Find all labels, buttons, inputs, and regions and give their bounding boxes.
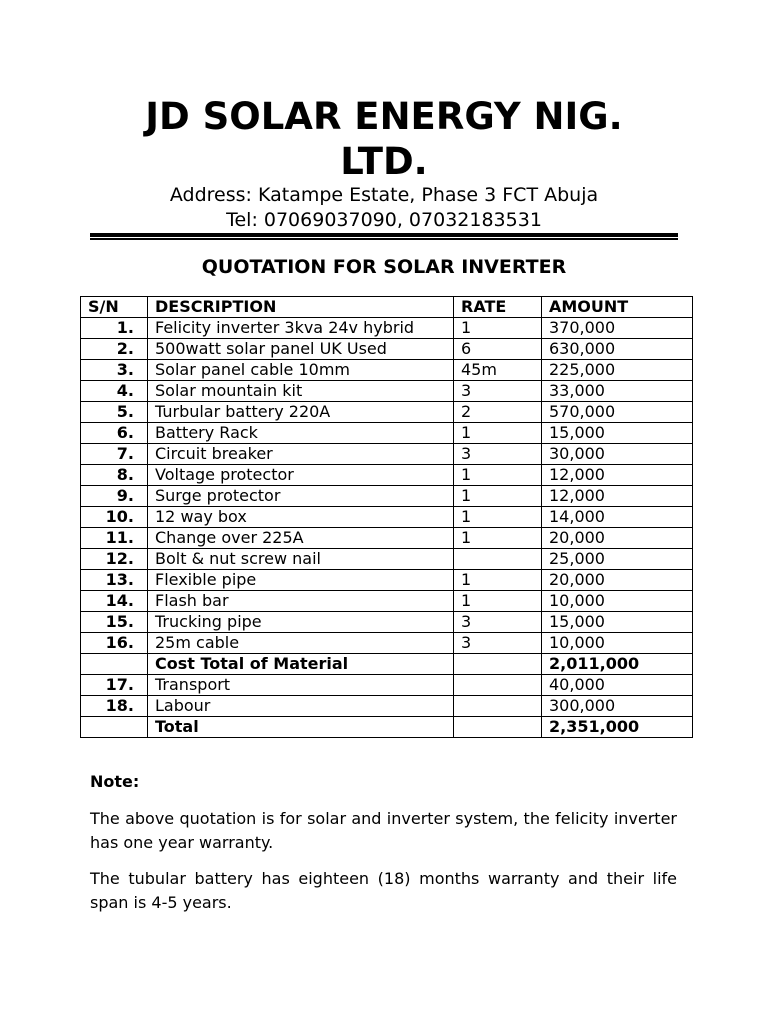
note-paragraph: The above quotation is for solar and inverter system, the felicity inverter has one year warranty. — [90, 809, 677, 852]
sn-cell: 12. — [81, 549, 148, 570]
sn-cell: 5. — [81, 402, 148, 423]
description-cell: 12 way box — [148, 507, 454, 528]
table-row — [81, 528, 693, 549]
quotation-table — [80, 296, 693, 738]
description-cell: Change over 225A — [148, 528, 454, 549]
table-row — [81, 339, 693, 360]
rate-cell: 1 — [454, 591, 542, 612]
rate-cell: 1 — [454, 465, 542, 486]
telephone-text: Tel: 07069037090, 07032183531 — [226, 209, 542, 231]
sn-cell: 6. — [81, 423, 148, 444]
amount-cell: 15,000 — [542, 423, 693, 444]
amount-cell: 33,000 — [542, 381, 693, 402]
sn-cell: 17. — [81, 675, 148, 696]
amount-cell: 300,000 — [542, 696, 693, 717]
sn-cell: 13. — [81, 570, 148, 591]
table-row — [81, 612, 693, 633]
table-row — [81, 402, 693, 423]
description-cell: Labour — [148, 696, 454, 717]
sn-cell: 15. — [81, 612, 148, 633]
header-divider — [90, 233, 678, 240]
amount-cell: 20,000 — [542, 570, 693, 591]
table-row — [81, 381, 693, 402]
rate-cell: 45m — [454, 360, 542, 381]
amount-cell: 12,000 — [542, 465, 693, 486]
contact-block — [60, 183, 708, 233]
sn-cell: 10. — [81, 507, 148, 528]
description-cell: Voltage protector — [148, 465, 454, 486]
amount-cell: 630,000 — [542, 339, 693, 360]
amount-cell: 40,000 — [542, 675, 693, 696]
table-row — [81, 360, 693, 381]
description-cell: Transport — [148, 675, 454, 696]
table-row — [81, 675, 693, 696]
sn-cell — [81, 654, 148, 675]
table-row — [81, 507, 693, 528]
sn-cell: 3. — [81, 360, 148, 381]
table-row — [81, 717, 693, 738]
table-header-row — [81, 297, 693, 318]
rate-cell: 1 — [454, 318, 542, 339]
amount-cell: 10,000 — [542, 591, 693, 612]
company-name — [90, 94, 678, 184]
amount-cell: 2,351,000 — [542, 717, 693, 738]
description-cell: Felicity inverter 3kva 24v hybrid — [148, 318, 454, 339]
description-cell: Flexible pipe — [148, 570, 454, 591]
table-row — [81, 633, 693, 654]
amount-cell: 570,000 — [542, 402, 693, 423]
amount-cell: 10,000 — [542, 633, 693, 654]
sn-cell: 11. — [81, 528, 148, 549]
description-cell: Surge protector — [148, 486, 454, 507]
description-cell: Total — [148, 717, 454, 738]
description-cell: Solar mountain kit — [148, 381, 454, 402]
table-row — [81, 570, 693, 591]
rate-cell — [454, 717, 542, 738]
sn-cell: 4. — [81, 381, 148, 402]
description-cell: Cost Total of Material — [148, 654, 454, 675]
table-row — [81, 549, 693, 570]
rate-cell: 1 — [454, 528, 542, 549]
description-cell: Battery Rack — [148, 423, 454, 444]
table-row — [81, 423, 693, 444]
sn-cell: 9. — [81, 486, 148, 507]
rate-cell: 1 — [454, 486, 542, 507]
amount-cell: 15,000 — [542, 612, 693, 633]
amount-cell: 2,011,000 — [542, 654, 693, 675]
quotation-title: QUOTATION FOR SOLAR INVERTER — [201, 256, 567, 278]
amount-cell: 370,000 — [542, 318, 693, 339]
rate-cell — [454, 675, 542, 696]
table-row — [81, 591, 693, 612]
rate-cell: 3 — [454, 444, 542, 465]
rate-cell: 1 — [454, 423, 542, 444]
table-row — [81, 444, 693, 465]
header-sn: S/N — [81, 297, 148, 318]
table-row — [81, 696, 693, 717]
table-row — [81, 465, 693, 486]
header-amount: AMOUNT — [542, 297, 693, 318]
rate-cell: 3 — [454, 612, 542, 633]
sn-cell: 16. — [81, 633, 148, 654]
rate-cell: 6 — [454, 339, 542, 360]
header-rate: RATE — [454, 297, 542, 318]
rate-cell — [454, 549, 542, 570]
company-name-line1: JD SOLAR ENERGY NIG. — [145, 95, 623, 138]
sn-cell — [81, 717, 148, 738]
description-cell: Flash bar — [148, 591, 454, 612]
description-cell: 500watt solar panel UK Used — [148, 339, 454, 360]
description-cell: 25m cable — [148, 633, 454, 654]
rate-cell: 3 — [454, 381, 542, 402]
rate-cell: 3 — [454, 633, 542, 654]
sn-cell: 1. — [81, 318, 148, 339]
rate-cell: 2 — [454, 402, 542, 423]
rate-cell — [454, 696, 542, 717]
sn-cell: 2. — [81, 339, 148, 360]
sn-cell: 14. — [81, 591, 148, 612]
description-cell: Trucking pipe — [148, 612, 454, 633]
sn-cell: 7. — [81, 444, 148, 465]
description-cell: Bolt & nut screw nail — [148, 549, 454, 570]
table-row — [81, 318, 693, 339]
company-name-line2: LTD. — [340, 140, 428, 183]
amount-cell: 12,000 — [542, 486, 693, 507]
sn-cell: 8. — [81, 465, 148, 486]
address-text: Address: Katampe Estate, Phase 3 FCT Abuja — [169, 184, 599, 206]
amount-cell: 14,000 — [542, 507, 693, 528]
table-row — [81, 654, 693, 675]
rate-cell: 1 — [454, 507, 542, 528]
rate-cell — [454, 654, 542, 675]
note-paragraph: The tubular battery has eighteen (18) months warranty and their life span is 4-5 years. — [90, 869, 677, 912]
amount-cell: 225,000 — [542, 360, 693, 381]
header-description: DESCRIPTION — [148, 297, 454, 318]
note-label: Note: — [90, 772, 140, 791]
amount-cell: 25,000 — [542, 549, 693, 570]
description-cell: Circuit breaker — [148, 444, 454, 465]
description-cell: Solar panel cable 10mm — [148, 360, 454, 381]
rate-cell: 1 — [454, 570, 542, 591]
sn-cell: 18. — [81, 696, 148, 717]
table-row — [81, 486, 693, 507]
description-cell: Turbular battery 220A — [148, 402, 454, 423]
amount-cell: 20,000 — [542, 528, 693, 549]
amount-cell: 30,000 — [542, 444, 693, 465]
